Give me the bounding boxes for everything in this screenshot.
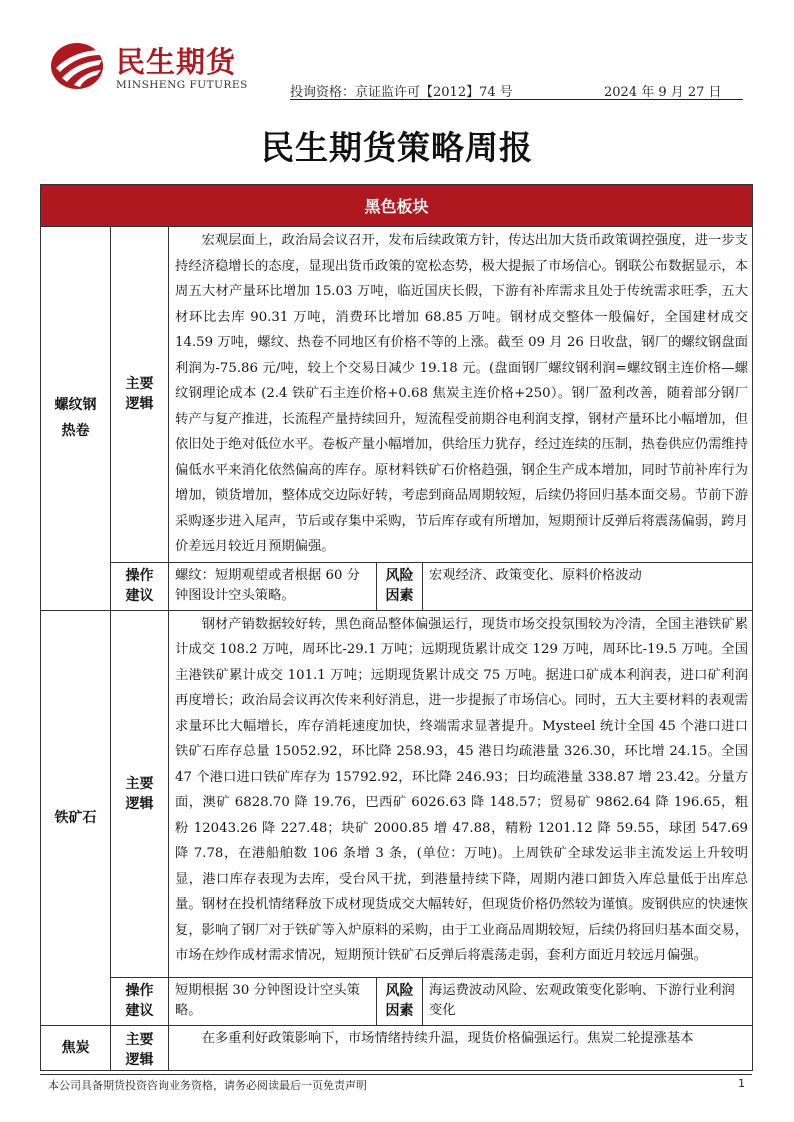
header-divider: [290, 99, 743, 100]
page-title: 民生期货策略周报: [261, 128, 533, 167]
category-rebar: 螺纹钢热卷: [41, 227, 111, 611]
minsheng-logo-icon: [50, 38, 108, 90]
logic-text-iron-ore: 钢材产销数据较好转，黑色商品整体偏强运行，现货市场交投氛围较为冷清，全国主港铁矿累计成交 108.2 万吨，周环比-29.1 万吨；远期现货累计成交 129 万吨，周环比-19.5 万吨。全国主港铁矿累计成交 101.1 万吨；远期现货累计成交 75 万吨。据进口矿成本利润表，进口矿利润再度增长；政治局会议再次传来利好消息，进一步提振了市场信心。同时，五大主要材料的表观需求量环比大幅增长，库存消耗速度加快，终端需求显著提升。Mysteel 统计全国 45 个港口进口铁矿石库存总量 15052.92，环比降 258.93，45 港日均疏港量 326.30，环比增 24.15。全国 47 个港口进口铁矿库存为 15792.92，环比降 246.93；日均疏港量 338.87 增 23.42。分量方面，澳矿 6828.70 降 19.76，巴西矿 6026.63 降 148.57；贸易矿 9862.64 降 196.65，粗粉 12043.26 降 227.48；块矿 2000.85 增 47.88，精粉 1201.12 降 59.55，球团 547.69 降 7.78，在港船舶数 106 条增 3 条，(单位：万吨)。上周铁矿全球发运非主流发运上升较明显，港口库存表现为去库，受台风干扰，到港量持续下降，周期内港口卸货入库总量低于出库总量。钢材在投机情绪释放下成材现货成交大幅转好，但现货价格仍然较为谨慎。废钢供应的快速恢复，影响了钢厂对于铁矿等入炉原料的采购，由于工业商品周期较短，后续仍将回归基本面交易，市场在炒作成材需求情况，短期预计铁矿石反弹后将震荡走弱，套利方面近月较远月偏强。: [169, 610, 753, 977]
section-banner: 黑色板块: [41, 185, 753, 227]
page-number: 1: [738, 1077, 745, 1090]
risk-label: 风险因素: [377, 977, 423, 1025]
category-iron-ore: 铁矿石: [41, 610, 111, 1025]
logic-label: 主要逻辑: [111, 1025, 169, 1070]
footer-divider: [40, 1074, 752, 1075]
logic-text-coke: 在多重利好政策影响下，市场情绪持续升温，现货价格偏强运行。焦炭二轮提涨基本: [169, 1025, 753, 1070]
risk-text-iron-ore: 海运费波动风险、宏观政策变化影响、下游行业利润变化: [423, 977, 753, 1025]
op-text-iron-ore: 短期根据 30 分钟图设计空头策略。: [169, 977, 377, 1025]
strategy-table: [40, 184, 753, 1071]
report-date: 2024 年 9 月 27 日: [604, 85, 722, 100]
logic-label: 主要逻辑: [111, 610, 169, 977]
footer-disclaimer: 本公司具备期货投资咨询业务资格，请务必阅读最后一页免责声明: [48, 1079, 367, 1092]
logic-text-rebar: 宏观层面上，政治局会议召开，发布后续政策方针，传达出加大货币政策调控强度，进一步支持经济稳增长的态度，显现出货币政策的宽松态势，极大提振了市场信心。钢联公布数据显示，本周五大材产量环比增加 15.03 万吨，临近国庆长假，下游有补库需求且处于传统需求旺季，五大材环比去库 90.31 万吨，消费环比增加 68.85 万吨。钢材成交整体一般偏好，全国建材成交 14.59 万吨，螺纹、热卷不同地区有价格不等的上涨。截至 09 月 26 日收盘，钢厂的螺纹钢盘面利润为-75.86 元/吨，较上个交易日减少 19.18 元。(盘面钢厂螺纹钢利润=螺纹钢主连价格—螺纹钢理论成本 (2.4 铁矿石主连价格+0.68 焦炭主连价格+250）。钢厂盈利改善，随着部分钢厂转产与复产推进，长流程产量持续回升，短流程受前期谷电利润支撑，钢材产量环比小幅增加，但依旧处于绝对低位水平。卷板产量小幅增加，供给压力犹存，经过连续的压制，热卷供应仍需维持偏低水平来消化依然偏高的库存。原材料铁矿石价格趋强，钢企生产成本增加，同时节前补库行为增加，锁货增加，整体成交边际好转，考虑到商品周期较短，后续仍将回归基本面交易。节前下游采购逐步进入尾声，节后或存集中采购，节后库存或有所增加，短期预计反弹后将震荡偏弱，跨月价差远月较近月预期偏强。: [169, 227, 753, 563]
op-label: 操作建议: [111, 977, 169, 1025]
risk-label: 风险因素: [377, 562, 423, 610]
risk-text-rebar: 宏观经济、政策变化、原料价格波动: [423, 562, 753, 610]
op-label: 操作建议: [111, 562, 169, 610]
credential-text: 投询资格：京证监许可【2012】74 号: [290, 85, 513, 100]
brand-name-cn: 民生期货: [116, 45, 237, 79]
op-text-rebar: 螺纹：短期观望或者根据 60 分钟图设计空头策略。: [169, 562, 377, 610]
brand-name-en: MINSHENG FUTURES: [116, 79, 248, 91]
category-coke: 焦炭: [41, 1025, 111, 1070]
logic-label: 主要逻辑: [111, 227, 169, 563]
